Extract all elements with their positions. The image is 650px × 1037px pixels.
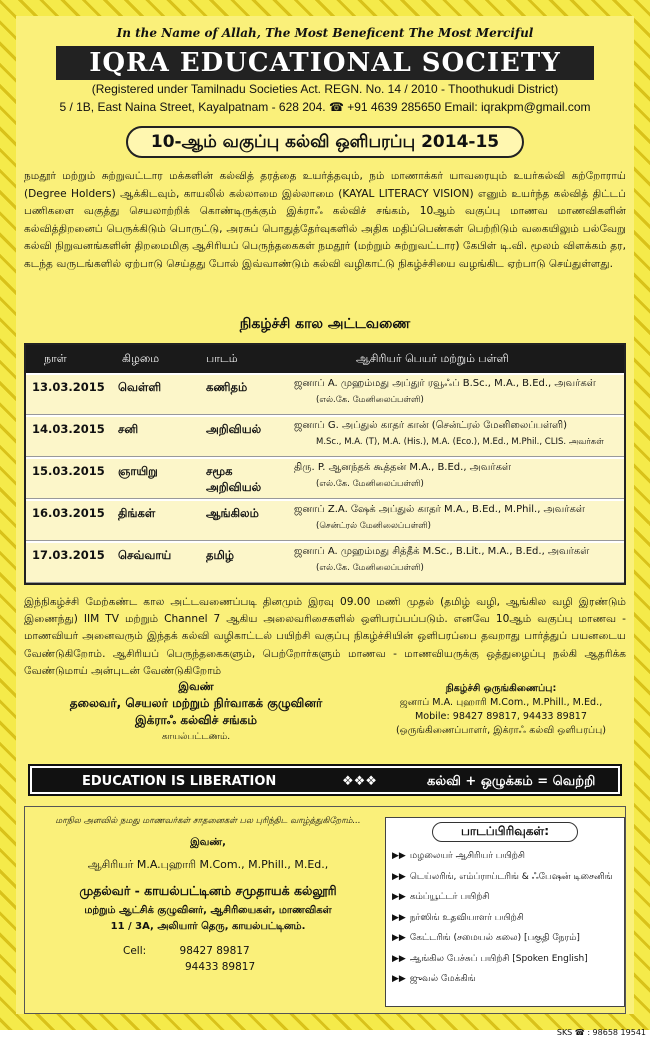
schedule-day: வெள்ளி xyxy=(118,380,162,394)
course-item xyxy=(392,887,618,908)
header-teacher: ஆசிரியர் பெயர் மற்றும் பள்ளி xyxy=(356,352,509,365)
courses-title: பாடப்பிரிவுகள்: xyxy=(432,822,578,842)
schedule-subject: தமிழ் xyxy=(206,548,235,562)
signature-right xyxy=(376,682,626,738)
schedule-school: M.Sc., M.A. (T), M.A. (His.), M.A. (Eco.), M.Ed., M.Phil., CLIS. அவர்கள் xyxy=(316,437,604,447)
committee-text: மற்றும் ஆட்சிக் குழுவினர், ஆசிரியைகள், மாணவிகள் xyxy=(84,905,332,916)
ivan-text: இவண், xyxy=(190,837,226,848)
sig-left-line3: இக்ராஃ கல்விச் சங்கம் xyxy=(134,713,257,727)
schedule-date: 14.03.2015 xyxy=(32,422,105,436)
footer-credit: SKS ☎ : 98658 19541 xyxy=(556,1028,646,1037)
cell-label: Cell: xyxy=(123,945,147,957)
wish-text: மாநில அளவில் நமது மாணவர்கள் சாதனைகள் பல புரிந்திட வாழ்த்துகிறோம்... xyxy=(55,816,361,826)
course-label: ஆங்கில பேச்சுப் பயிற்சி [Spoken English] xyxy=(409,953,588,964)
schedule-row xyxy=(26,543,624,583)
cell-number-1: 98427 89817 xyxy=(179,945,250,957)
double-arrow-icon: ▶▶ xyxy=(392,851,406,861)
liberation-banner xyxy=(30,766,620,794)
course-item xyxy=(392,949,618,970)
bismillah-text: In the Name of Allah, The Most Beneficent The Most Merciful xyxy=(116,26,534,40)
schedule-header-row xyxy=(26,345,624,373)
schedule-teacher: ஜனாப் A. முஹம்மது அப்துர் ரவூஃப் B.Sc., M.A., B.Ed., அவர்கள் xyxy=(294,378,596,389)
course-item xyxy=(392,908,618,929)
address-text: 5 / 1B, East Naina Street, Kayalpatnam - 628 204. ☎ +91 4639 285650 Email: iqrakpm@gmail.com xyxy=(59,100,591,114)
college-box xyxy=(24,806,626,1014)
schedule-teacher: ஜனாப் Z.A. ஷேக் அப்துல் காதர் M.A., B.Ed., M.Phil., அவர்கள் xyxy=(294,504,585,515)
header-day: கிழமை xyxy=(122,352,160,365)
poster-body xyxy=(16,16,634,1014)
course-item xyxy=(392,846,618,867)
schedule-teacher: ஜனாப் G. அப்துல் காதர் கான் (சென்ட்ரல் மேனிலைப்பள்ளி) xyxy=(294,420,567,431)
banner-right-text: கல்வி + ஒழுக்கம் = வெற்றி xyxy=(427,774,596,789)
course-label: மழலையர் ஆசிரியர் பயிற்சி xyxy=(409,851,525,861)
course-label: டெய்லரிங், எம்ப்ராய்டரிங் & ஃபேஷன் டிசைனிங் xyxy=(409,871,613,882)
schedule-day: ஞாயிறு xyxy=(118,464,158,478)
schedule-school: (எல்.கே. மேனிலைப்பள்ளி) xyxy=(316,395,424,405)
courses-list xyxy=(392,846,618,990)
cell-number-2: 94433 89817 xyxy=(185,961,256,973)
courses-panel xyxy=(385,817,625,1007)
course-label: நர்ஸிங் உதவியாளர் பயிற்சி xyxy=(409,912,524,923)
cell-block xyxy=(33,943,383,959)
schedule-row xyxy=(26,459,624,499)
signature-left xyxy=(46,678,346,746)
double-arrow-icon: ▶▶ xyxy=(392,892,406,902)
sig-right-line1: நிகழ்ச்சி ஒருங்கிணைப்பு: xyxy=(445,683,557,694)
schedule-subject: ஆங்கிலம் xyxy=(206,506,259,520)
double-arrow-icon: ▶▶ xyxy=(392,953,406,964)
schedule-school: (எல்.கே. மேனிலைப்பள்ளி) xyxy=(316,563,424,573)
course-label: கம்ப்யூட்டர் பயிற்சி xyxy=(409,892,490,902)
schedule-day: சனி xyxy=(118,422,139,436)
schedule-row xyxy=(26,501,624,541)
schedule-subject: சமூக அறிவியல் xyxy=(206,464,262,494)
course-item xyxy=(392,867,618,888)
course-label: கேட்டரிங் (சமையல் கலை) [பகுதி நேரம்] xyxy=(409,933,580,943)
header-date: நாள் xyxy=(44,352,67,365)
schedule-date: 13.03.2015 xyxy=(32,380,105,394)
sig-right-line4: (ஒருங்கிணைப்பாளர், இக்ராஃ கல்வி ஒளிபரப்பு) xyxy=(395,725,607,736)
banner-stars: ❖❖❖ xyxy=(342,774,377,789)
schedule-row xyxy=(26,417,624,457)
intro-paragraph: நமதூர் மற்றும் சுற்றுவட்டார மக்களின் கல்வித் தரத்தை உயர்த்தவும், நம் மாணாக்கர் யாவரையும் உயர்கல்வி கற்றோராய் (Degree Holders) ஆக்கிடவும், காயலில் கல்லாமை இல்லாமை (KAYAL LITERACY VISION) எனும் உயர்ந்த கல்வித் திட்டப் பணிகளை வகுத்து செயலாற்றிக் கொண்டிருக்கும் இக்ராஃ கல்விச் சங்கம், 10ஆம் வகுப்பு மாணவ மாணவிகளின் கல்வித்திறனைப் பெருக்கிடும் பொருட்டு, அரசுப் பொதுத்தேர்வுகளில் அதிக மதிப்பெண்கள் பெற்றிடும் வகையிலும் பல்வேறு கல்வி நிறுவனங்களின் திறமைமிகு ஆசிரியப் பெருந்தகைகள் நமதூர் (மற்றும் சுற்றுவட்டார) கேபிள் டி.வி. மூலம் விளக்கம் தர, கடந்த வருடங்களில் ஏற்பாடு செய்தது போல் இவ்வாண்டும் கல்வி வழிகாட்டு நிகழ்ச்சியை வழங்கிட ஏற்பாடு செய்துள்ளது. xyxy=(24,170,626,270)
sig-right-line2: ஜனாப் M.A. புஹாரி M.Com., M.Phill., M.Ed., xyxy=(399,697,603,708)
course-label: ஜுவல் மேக்கிங் xyxy=(409,974,476,984)
schedule-day: திங்கள் xyxy=(118,506,156,520)
principal-title: முதல்வர் - காயல்பட்டினம் சமுதாயக் கல்லூரி xyxy=(79,883,337,898)
college-info xyxy=(33,813,383,975)
schedule-date: 17.03.2015 xyxy=(32,548,105,562)
schedule-school: (சென்ட்ரல் மேனிலைப்பள்ளி) xyxy=(316,521,431,531)
schedule-date: 15.03.2015 xyxy=(32,464,105,478)
broadcast-title: 10-ஆம் வகுப்பு கல்வி ஒளிபரப்பு 2014-15 xyxy=(126,126,524,158)
double-arrow-icon: ▶▶ xyxy=(392,912,406,923)
sig-left-line1: இவண் xyxy=(178,680,214,693)
banner-left-text: EDUCATION IS LIBERATION xyxy=(82,774,277,789)
schedule-school: (எல்.கே. மேனிலைப்பள்ளி) xyxy=(316,479,424,489)
schedule-subject: அறிவியல் xyxy=(206,422,262,436)
sig-left-line4: காயல்பட்டணம். xyxy=(161,732,231,742)
schedule-day: செவ்வாய் xyxy=(118,548,172,562)
schedule-table xyxy=(24,343,626,585)
sig-left-line2: தலைவர், செயலர் மற்றும் நிர்வாகக் குழுவினர் xyxy=(69,696,323,710)
sig-right-line3: Mobile: 98427 89817, 94433 89817 xyxy=(414,711,588,722)
schedule-row xyxy=(26,375,624,415)
course-item xyxy=(392,969,618,990)
schedule-date: 16.03.2015 xyxy=(32,506,105,520)
double-arrow-icon: ▶▶ xyxy=(392,933,406,943)
schedule-subject: கணிதம் xyxy=(206,380,248,394)
schedule-teacher: திரு. P. ஆனந்தக் கூத்தன் M.A., B.Ed., அவர்கள் xyxy=(294,462,512,473)
double-arrow-icon: ▶▶ xyxy=(392,974,406,984)
schedule-title: நிகழ்ச்சி கால அட்டவணை xyxy=(239,316,411,332)
outro-paragraph: இந்நிகழ்ச்சி மேற்கண்ட கால அட்டவணைப்படி தினமும் இரவு 09.00 மணி முதல் (தமிழ் வழி, ஆங்கில வழி இரண்டும் இணைந்து) IIM TV மற்றும் Channel 7 ஆகிய அலைவரிசைகளில் ஒளிபரப்பப்படும். எனவே 10ஆம் வகுப்பு மாணவ - மாணவியர் அனைவரும் இந்தக் கல்வி வழிகாட்டல் பயிற்சி வகுப்பு நிகழ்ச்சியின் ஒளிபரப்பை தவறாது பார்த்துப் பயனடைய வேண்டுகிறோம். ஆசிரியப் பெருந்தகைகளும், பெற்றோர்களும் மாணவ - மாணவியருக்கு ஒத்துழைப்பு நல்கி ஆதரிக்க வேண்டுமாய் அன்புடன் வேண்டுகிறோம் xyxy=(24,596,626,677)
course-item xyxy=(392,928,618,949)
registration-text: (Registered under Tamilnadu Societies Act. REGN. No. 14 / 2010 - Thoothukudi District) xyxy=(91,82,559,96)
teacher-name: ஆசிரியர் M.A.புஹாரி M.Com., M.Phill., M.Ed., xyxy=(87,858,329,871)
college-address: 11 / 3A, அலியார் தெரு, காயல்பட்டினம். xyxy=(110,921,306,932)
org-title: IQRA EDUCATIONAL SOCIETY xyxy=(56,46,594,80)
schedule-teacher: ஜனாப் A. முஹம்மது சித்தீக் M.Sc., B.Lit., M.A., B.Ed., அவர்கள் xyxy=(294,546,590,557)
header-subject: பாடம் xyxy=(206,352,238,365)
double-arrow-icon: ▶▶ xyxy=(392,871,406,882)
